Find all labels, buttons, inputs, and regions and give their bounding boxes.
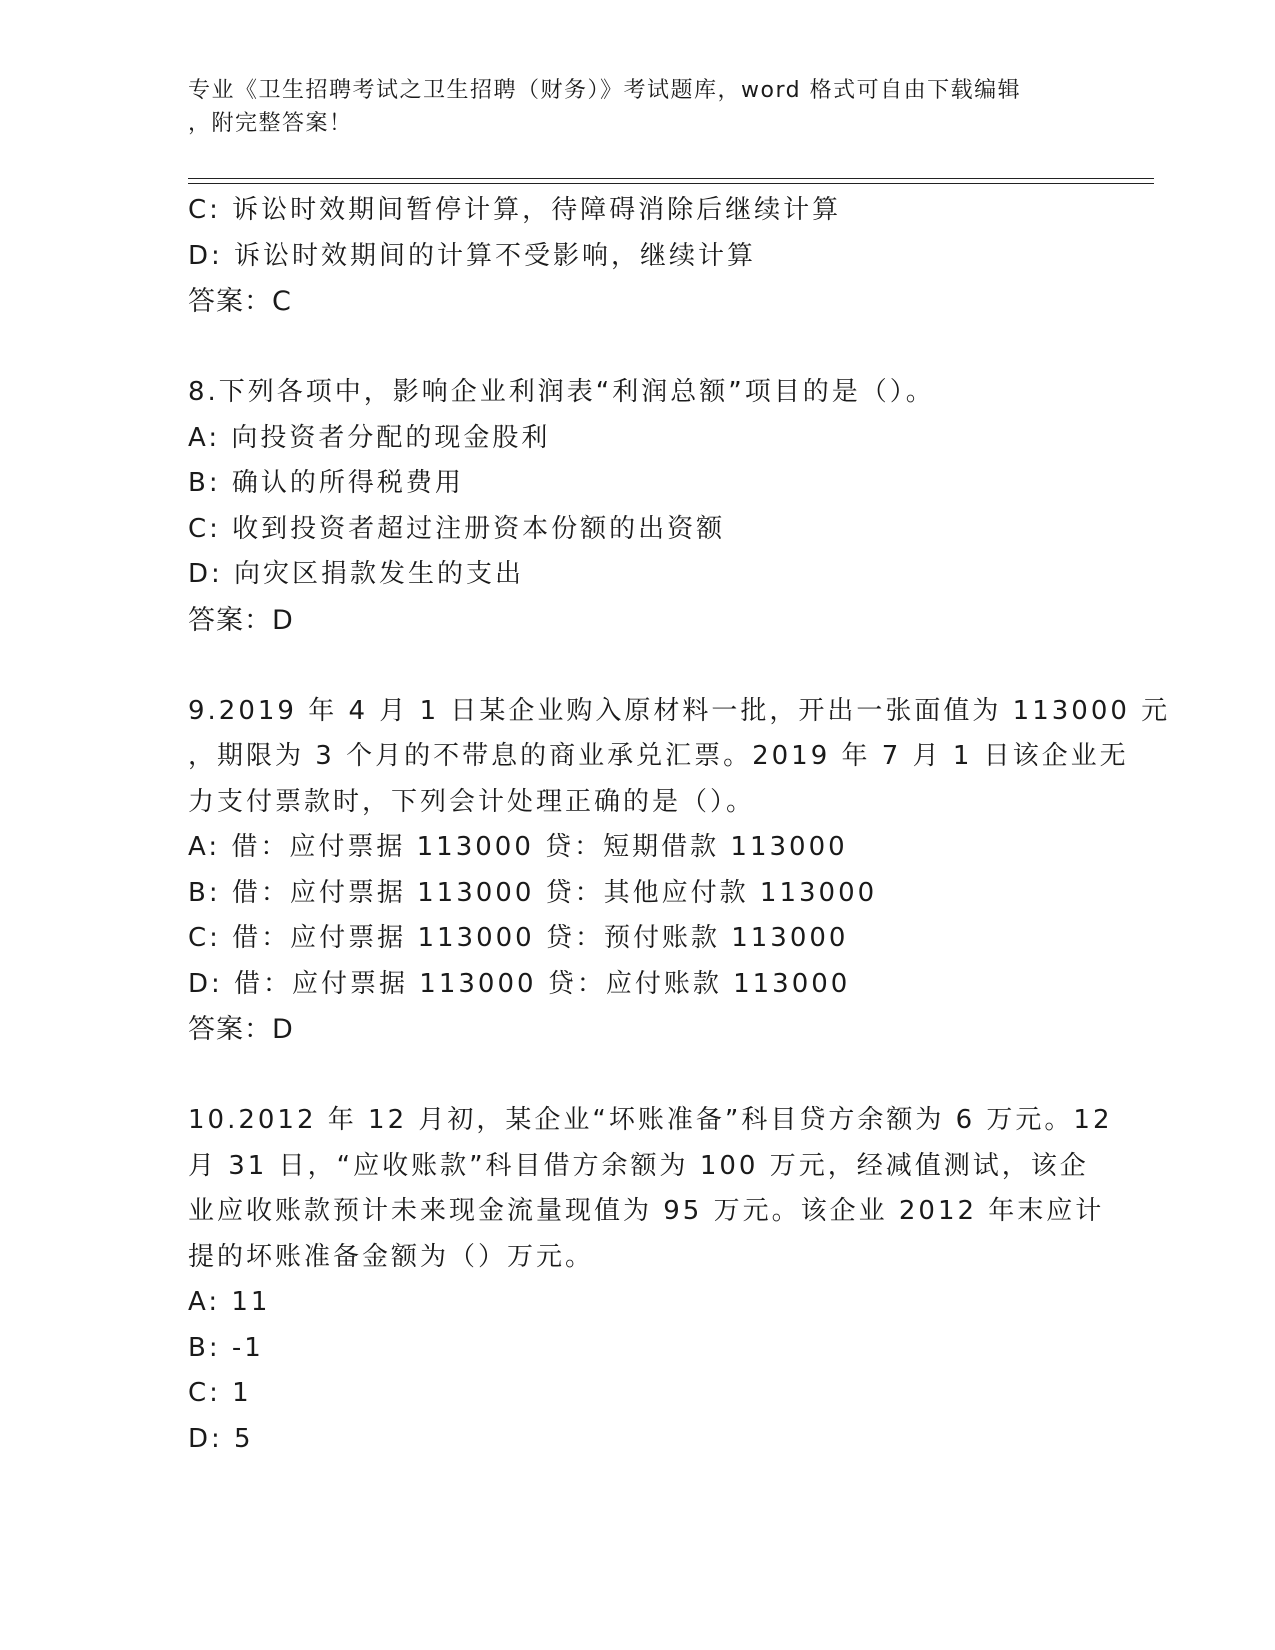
q9-answer: 答案：D <box>188 1014 294 1045</box>
q7-answer: 答案：C <box>188 286 292 317</box>
question-spacer <box>188 643 1088 689</box>
q10-question-line-4: 提的坏账准备金额为（）万元。 <box>188 1241 595 1272</box>
question-7 <box>188 188 1088 325</box>
q10-question-line-3: 业应收账款预计未来现金流量现值为 95 万元。该企业 2012 年末应计 <box>188 1196 1105 1226</box>
q10-question-line-2: 月 31 日，“应收账款”科目借方余额为 100 万元，经减值测试，该企 <box>188 1150 1089 1181</box>
question-spacer <box>188 325 1088 371</box>
q9-option-d: D: 借：应付票据 113000 贷：应付账款 113000 <box>188 968 851 999</box>
q10-option-c: C: 1 <box>188 1378 252 1408</box>
header-double-rule <box>188 178 1154 184</box>
question-10 <box>188 1098 1113 1462</box>
q8-option-c: C: 收到投资者超过注册资本份额的出资额 <box>188 513 726 544</box>
header-line-2: ，附完整答案！ <box>188 111 353 136</box>
q8-option-d: D: 向灾区捐款发生的支出 <box>188 559 525 589</box>
q9-question-line-3: 力支付票款时，下列会计处理正确的是（）。 <box>188 786 756 817</box>
q8-question: 8.下列各项中，影响企业利润表“利润总额”项目的是（）。 <box>188 377 935 407</box>
q9-question-line-2: ，期限为 3 个月的不带息的商业承兑汇票。2019 年 7 月 1 日该企业无 <box>188 741 1129 771</box>
q10-question-line-1: 10.2012 年 12 月初，某企业“坏账准备”科目贷方余额为 6 万元。12 <box>188 1105 1113 1135</box>
q9-option-c: C: 借：应付票据 113000 贷：预付账款 113000 <box>188 923 849 953</box>
question-8 <box>188 370 1088 643</box>
page-header <box>188 74 1088 140</box>
q8-option-a: A: 向投资者分配的现金股利 <box>188 422 551 453</box>
q10-option-b: B: -1 <box>188 1332 264 1363</box>
q10-option-d: D: 5 <box>188 1423 254 1454</box>
header-line-1: 专业《卫生招聘考试之卫生招聘（财务）》考试题库，word 格式可自由下载编辑 <box>188 78 1022 103</box>
q7-option-c: C: 诉讼时效期间暂停计算，待障碍消除后继续计算 <box>188 195 842 225</box>
q9-question-line-1: 9.2019 年 4 月 1 日某企业购入原材料一批，开出一张面值为 113000 元 <box>188 695 1171 726</box>
q7-option-d: D: 诉讼时效期间的计算不受影响，继续计算 <box>188 240 757 271</box>
question-spacer <box>188 1053 1088 1099</box>
q8-option-b: B: 确认的所得税费用 <box>188 468 464 498</box>
question-list <box>188 188 1171 1462</box>
q9-option-a: A: 借：应付票据 113000 贷：短期借款 113000 <box>188 832 848 862</box>
q9-option-b: B: 借：应付票据 113000 贷：其他应付款 113000 <box>188 877 878 908</box>
q10-option-a: A: 11 <box>188 1287 271 1317</box>
question-9 <box>188 689 1171 1053</box>
q8-answer: 答案：D <box>188 604 294 636</box>
